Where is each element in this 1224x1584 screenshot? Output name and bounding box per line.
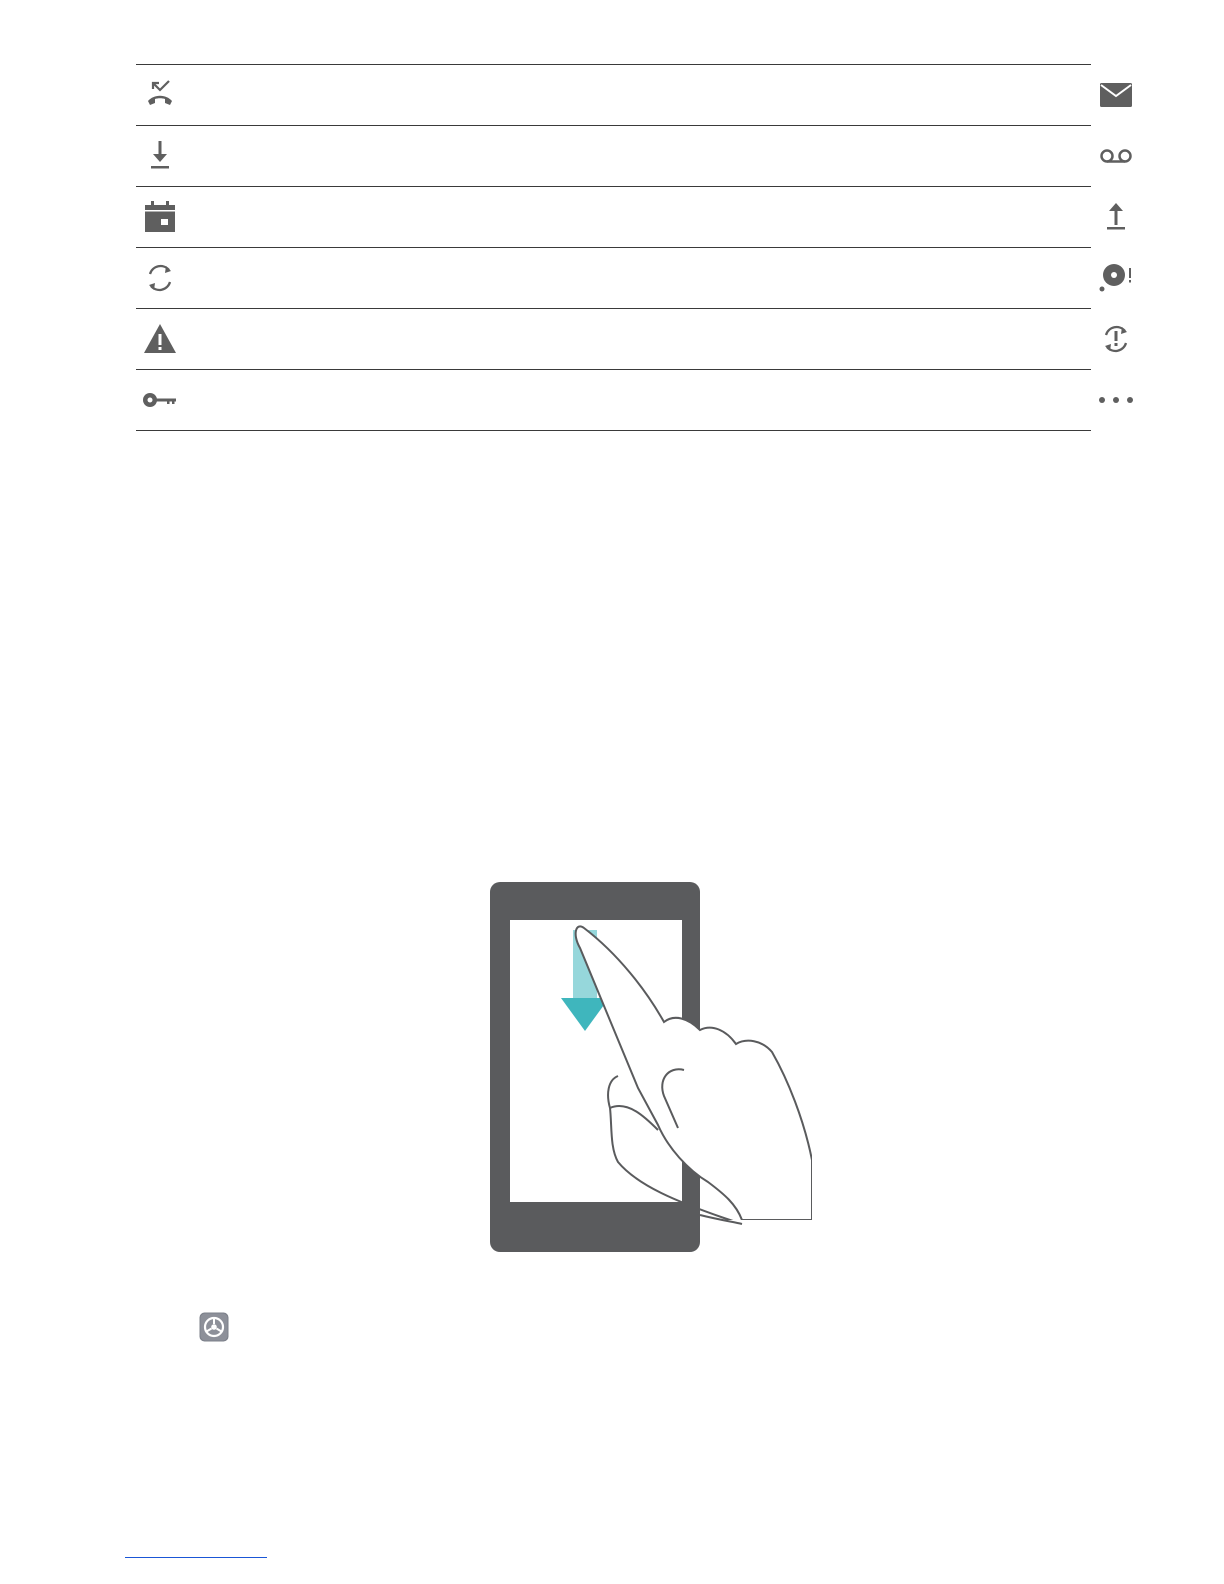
icon-table-row (136, 370, 1091, 431)
icon-cell (136, 370, 614, 430)
icon-cell (614, 187, 1092, 247)
icon-table-row (136, 65, 1091, 126)
new-email-icon (1098, 77, 1134, 113)
sync-icon (142, 260, 178, 296)
icon-cell (136, 65, 614, 125)
icon-cell (136, 309, 614, 369)
icon-cell (614, 309, 1092, 369)
icon-cell (614, 65, 1092, 125)
upload-icon (1098, 199, 1134, 235)
missed-call-icon (142, 77, 178, 113)
icon-table-row (136, 248, 1091, 309)
icon-cell (614, 248, 1092, 308)
warning-icon (142, 321, 178, 357)
vpn-key-icon (142, 382, 178, 418)
sync-failed-icon (1098, 321, 1134, 357)
footer-link-underline[interactable] (125, 1557, 267, 1558)
icon-cell (136, 187, 614, 247)
icon-cell (614, 126, 1092, 186)
settings-icon (199, 1312, 229, 1342)
icon-table-row (136, 309, 1091, 370)
download-icon (142, 138, 178, 174)
icon-cell (614, 370, 1092, 430)
calendar-event-icon (142, 199, 178, 235)
storage-warning-icon (1098, 260, 1134, 296)
icon-table-row (136, 187, 1091, 248)
icon-cell (136, 248, 614, 308)
swipe-down-illustration (488, 880, 812, 1256)
more-notifications-icon (1098, 382, 1134, 418)
icon-table-row (136, 126, 1091, 187)
voicemail-icon (1098, 138, 1134, 174)
status-icon-table (136, 64, 1091, 431)
icon-cell (136, 126, 614, 186)
